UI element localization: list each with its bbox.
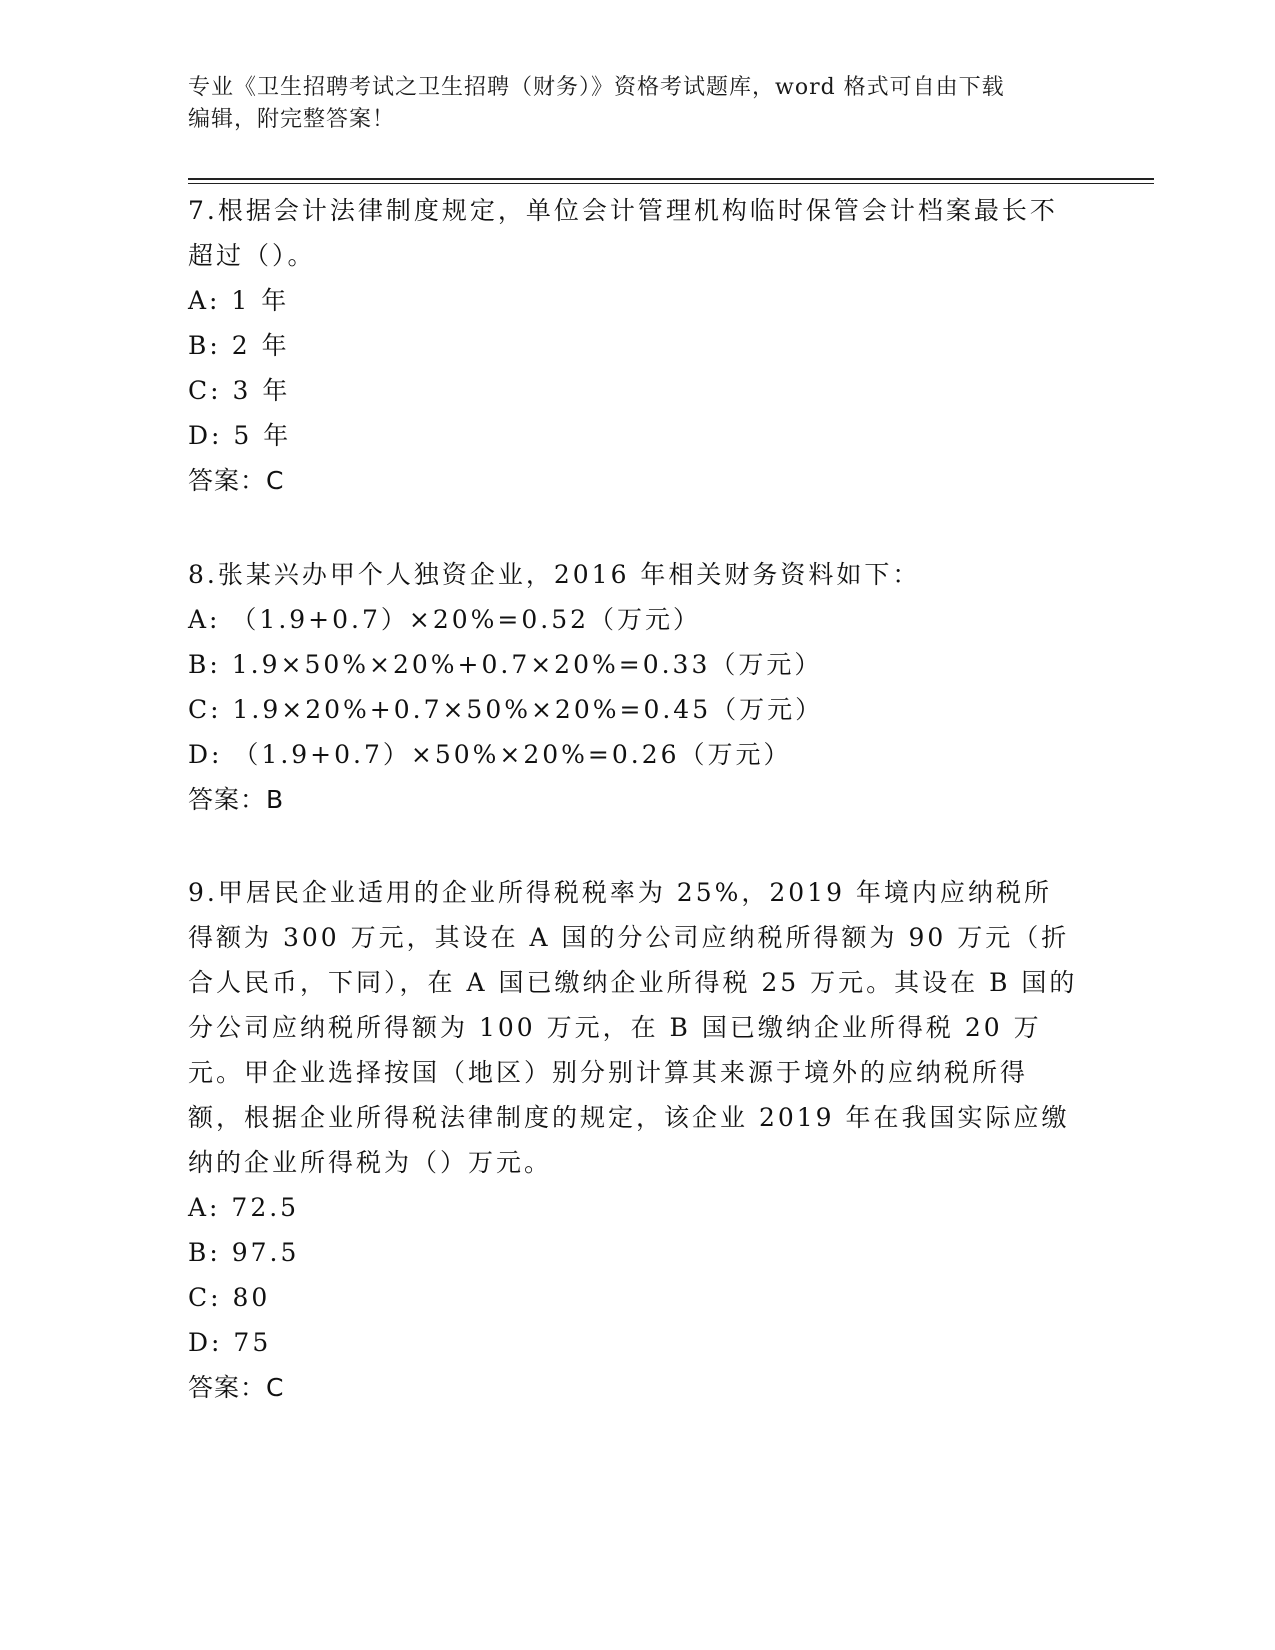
question-stem: 7.根据会计法律制度规定，单位会计管理机构临时保管会计档案最长不超过（）。 bbox=[188, 196, 1058, 270]
header-divider-thin bbox=[188, 183, 1154, 184]
option-a: A: 1 年 bbox=[188, 286, 290, 315]
question-stem: 9.甲居民企业适用的企业所得税税率为 25%，2019 年境内应纳税所得额为 300 万元，其设在 A 国的分公司应纳税所得额为 90 万元（折合人民币，下同），在 A 国已缴纳企业所得税 25 万元。其设在 B 国的分公司应纳税所得额为 100 万元，在 B 国已缴纳企业所得税 20 万元。甲企业选择按国（地区）别分别计算其来源于境外的应纳税所得额，根据企业所得税法律制度的规定，该企业 2019 年在我国实际应缴纳的企业所得税为（）万元。 bbox=[188, 878, 1078, 1177]
question-9 bbox=[188, 870, 1078, 1410]
answer: 答案：C bbox=[188, 1373, 285, 1402]
question-7 bbox=[188, 188, 1078, 503]
document-header bbox=[188, 72, 1088, 136]
option-b: B: 1.9×50%×20%+0.7×20%=0.33（万元） bbox=[188, 650, 823, 679]
option-b: B: 97.5 bbox=[188, 1238, 300, 1267]
header-line-1: 专业《卫生招聘考试之卫生招聘（财务）》资格考试题库，word 格式可自由下载 bbox=[188, 75, 1005, 100]
option-a: A: （1.9+0.7）×20%=0.52（万元） bbox=[188, 605, 702, 634]
option-d: D: （1.9+0.7）×50%×20%=0.26（万元） bbox=[188, 740, 792, 769]
header-divider-thick bbox=[188, 178, 1154, 180]
answer: 答案：C bbox=[188, 466, 285, 495]
option-c: C: 80 bbox=[188, 1283, 271, 1312]
answer: 答案：B bbox=[188, 785, 285, 814]
option-b: B: 2 年 bbox=[188, 331, 290, 360]
header-line-2: 编辑，附完整答案！ bbox=[188, 107, 396, 132]
option-c: C: 1.9×20%+0.7×50%×20%=0.45（万元） bbox=[188, 695, 824, 724]
option-d: D: 75 bbox=[188, 1328, 272, 1357]
option-c: C: 3 年 bbox=[188, 376, 291, 405]
option-a: A: 72.5 bbox=[188, 1193, 300, 1222]
question-stem: 8.张某兴办甲个人独资企业，2016 年相关财务资料如下： bbox=[188, 560, 921, 589]
option-d: D: 5 年 bbox=[188, 421, 292, 450]
question-8 bbox=[188, 552, 1078, 822]
